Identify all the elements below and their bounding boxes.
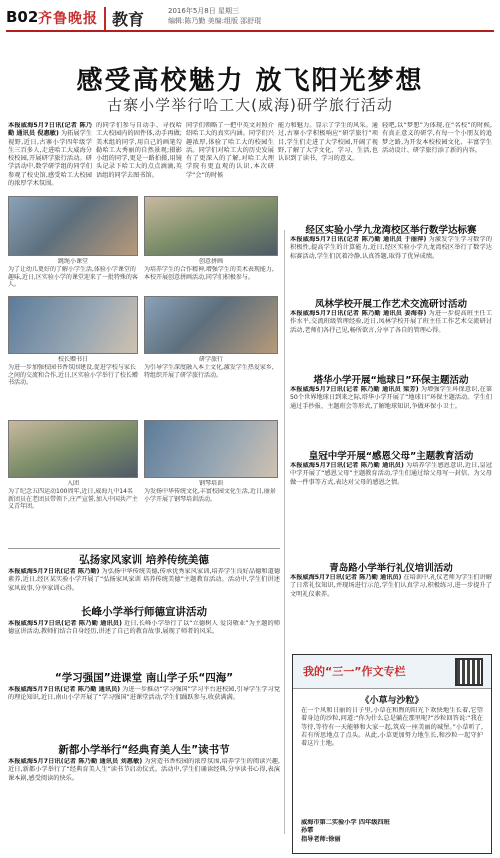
essay-credits [301,819,483,851]
section-name: 教育 [104,7,144,30]
article-6-byline: 本报威海5月7日讯(记者 陈乃勤 通讯员 姜海春) [290,310,427,317]
photo-4-note: 为引导学生深度融入本土文化,激发学生热爱家乡,特组织开展了研学旅行活动。 [144,364,274,379]
subheadline: 古寨小学举行哈工大(威海)研学旅行活动 [107,96,393,114]
article-5-title: 经区实验小学九龙湾校区举行数学达标赛 [305,225,477,236]
qr-code-icon [455,658,483,686]
lead-col-1-text: 为拓展学生视野,近日,古寨小学四年级学生三百多人,走进哈工大威海分校校园,开展研学旅行活动。研学活动中,数学研学组的同学们参观了校史馆,感受哈工大校园的浓厚学术氛围。 [8,130,92,188]
article-7-title: 塔华小学开展“地球日”环保主题活动 [313,375,469,386]
article-4-title: 新都小学举行“经典育美人生”读书节 [58,744,230,756]
photo-1 [8,196,138,256]
essay-author: 孙霏 [301,827,314,835]
essay-column-brand: 我的“三一”作文专栏 [303,665,406,678]
photo-6 [144,420,278,478]
lead-col-2: 的同学们参与自动手、寻找哈工大校园内的固件体,动手再做;美术组的同学,用自己的画笔勾勒哈工大秀丽的自然景观;摄影小组的同学,更是一路拍摄,用镜头记录下哈工大的点点滴滴,英语组的同学去图书馆。 [96,122,182,179]
photo-1-note: 为了让幼儿更好的了解小学生活,体验小学课堂的趣味,近日,区实验小学的课堂迎来了一批特殊的客人。 [8,266,138,288]
photo-2-caption: 创意拼画 [198,258,223,265]
photo-3-caption: 校长赠书日 [57,356,88,363]
article-7-byline: 本报威海5月7日讯(记者 陈乃勤 通讯员 梁芳) [290,386,419,393]
article-9-byline: 本报威海5月7日讯(记者 陈乃勤 通讯员) [290,574,402,581]
separator [8,548,280,549]
article-4-body [8,758,280,852]
essay-teacher: 指导老师:徐丽 [301,835,341,843]
article-9-body [290,574,492,648]
essay-body: 在一个风和日丽的日子里,小草在和煦的阳光下欢快地生长着,它望着身边的沙粒,问道:“你为什么总是躺在那里呢?”沙粒回答说:“我在等待,等待有一天能够和大家一起,筑成一座美丽的城堡。”小草听了,若有所思地点了点头。从此,小草更加努力地生长,和沙粒一起守护着这片土地。 [301,707,483,748]
edition-date: 2016年5月8日 星期三 [168,7,239,15]
essay-column-header [293,655,491,689]
photo-5-note: 为了纪念五四运动100周年,近日,威海九中14名新团员在老团员带领下,庄严宣誓,加入中国共产主义青年团。 [8,488,138,511]
article-3-byline: 本报威海5月7日讯(记者 陈乃勤 通讯员) [8,686,121,693]
article-5-text: 为激发学生学习数学的积极性,提高学生的计算能力,近日,经区实验小学九龙湾校区举行了数学达标赛活动,学生们沉着冷静,认真答题,取得了优异成绩。 [290,236,492,260]
page-number: B02 [6,8,39,26]
photo-6-caption: 钢琴培训 [198,480,223,487]
photo-2 [144,196,278,256]
photo-4 [144,296,278,354]
article-8-title: 皇冠中学开展“感恩父母”主题教育活动 [308,451,474,462]
article-9-text: 在培训中,礼仪老师为学生们讲解了日常礼仪知识,并现场进行示范,学生们认真学习,积极练习,进一步提升了文明礼仪素养。 [290,574,492,598]
photo-1-caption: 跳绳小课堂 [57,258,88,265]
article-2-title: 长峰小学举行师德宣讲活动 [81,606,207,618]
article-2-text: 近日,长峰小学举行了以“立德树人 爱岗敬业”为主题的师德宣讲活动,教师们结合自身经历,讲述了自己的教育故事,展现了师者的风采。 [8,620,280,636]
article-4-byline: 本报威海5月7日讯(记者 陈乃勤 通讯员 刘惠敏) [8,758,143,765]
article-1-body [8,568,280,602]
article-1-byline: 本报威海5月7日讯(记者 陈乃勤) [8,568,100,575]
lead-byline: 本报威海5月7日讯(记者 陈乃勤 通讯员 倪惠敏) [8,122,92,138]
photo-3-note: 为进一步加强校园书香氛围建设,促进学校与家长之间的交流和合作,近日,区实验小学举行了校长赠书活动。 [8,364,138,387]
essay-title: 《小草与沙粒》 [360,696,424,706]
column-divider [284,230,285,834]
photo-6-note: 为发扬中华传统文化,丰富校园文化生活,近日,丽景小学开展了钢琴培训活动。 [144,488,276,503]
article-3-title: “学习强国”进课堂 南山学子乐“四海” [54,672,234,684]
page-header [6,4,494,32]
headline: 感受高校魅力 放飞阳光梦想 [76,66,424,96]
lead-col-5: 轻吧,以“梦想”为体现,在“名校”的时候,有真正意义的研学,有每一个小朋友的追梦之路,为开发本校校园文化、丰富学生活动设计、研学旅行添了新的内容。 [382,122,492,154]
photo-3 [8,296,138,354]
article-1-title: 弘扬家风家训 培养传统美德 [79,554,209,566]
article-9-title: 青岛路小学举行礼仪培训活动 [329,563,453,574]
article-8-body [290,462,492,526]
essay-school: 威海市第二实验小学 四年级四班 [301,819,390,826]
article-6-title: 凤林学校开展工作艺术交流研讨活动 [314,299,467,310]
article-5-byline: 本报威海5月7日讯(记者 陈乃勤 通讯员 于丽萍) [290,236,427,243]
article-8-text: 为培养学生感恩意识,近日,皇冠中学开展了“感恩父母”主题教育活动,学生们通过给父母写一封信、为父母做一件事等方式,表达对父母的感恩之情。 [290,462,492,486]
article-6-text: 为进一步提高班主任工作水平,交流班级管理经验,近日,凤林学校开展了班主任工作艺术交流研讨活动,老师们各抒己见,畅所欲言,分享了各自的管理心得。 [290,310,492,334]
article-3-text: 为进一步推动“学习强国”学习平台进校园,引导学生学习党的理论知识,近日,南山小学开展了“学习强国”进课堂活动,学生们踊跃参与,收获满满。 [8,686,280,702]
article-8-byline: 本报威海5月7日讯(记者 陈乃勤 通讯员) [290,462,404,469]
edition-meta [168,6,288,26]
article-2-body [8,620,280,664]
photo-5 [8,420,138,478]
article-5-body [290,236,492,292]
lead-col-3: 同学们领略了一把中英文对照介绍哈工大的真实内涵。同学们兴趣浓厚,体验了哈工大的校园生活。同学们对哈工大的历史发展有了更深入的了解,对哈工大理学院有更直观的认识,本次研学“会”的时候 [186,122,274,179]
newspaper-brand: 齐鲁晚报 [38,11,98,27]
photo-5-caption: 入团 [66,480,79,487]
article-6-body [290,310,492,368]
article-7-text: 为增强学生环保意识,在第50个世界地球日到来之际,塔华小学开展了“地球日”环保主题活动。学生们通过手抄报、主题班会等形式,了解地球知识,争做环保小卫士。 [290,386,492,410]
edition-editors: 编辑:陈乃勤 美编:组版 邵舒琨 [168,17,262,25]
article-4-text: 为营造书香校园的浓厚氛围,培养学生的阅读兴趣,近日,新都小学举行了“经典育美人生”读书节启动仪式。活动中,学生们诵读经典,分享读书心得,表演课本剧,感受阅读的快乐。 [8,758,280,782]
article-7-body [290,386,492,442]
essay-column-box [292,654,492,854]
photo-4-caption: 研学旅行 [198,356,223,363]
lead-col-4: 能力和魅力。显示了学生的风采。通过,古寨小学积极响应“研学旅行”项目,学生们走进了大学校园,开阔了视野,了解了大学文化、学习、生活,也认识到了读书、学习的意义。 [278,122,378,163]
photo-2-note: 为培养学生的合作精神,增强学生的美术表现能力,本校开展创意拼画活动,同学们积极参与。 [144,266,274,281]
article-2-byline: 本报威海5月7日讯(记者 陈乃勤 通讯员) [8,620,122,627]
article-3-body [8,686,280,728]
article-1-text: 为弘扬中华传统美德,传承优秀家风家训,培养学生良好品德和道德素养,近日,经区某实验小学开展了“弘扬家风家训 培养传统美德”主题教育活动。活动中,学生们讲述家风故事,分享家训心得。 [8,568,280,592]
